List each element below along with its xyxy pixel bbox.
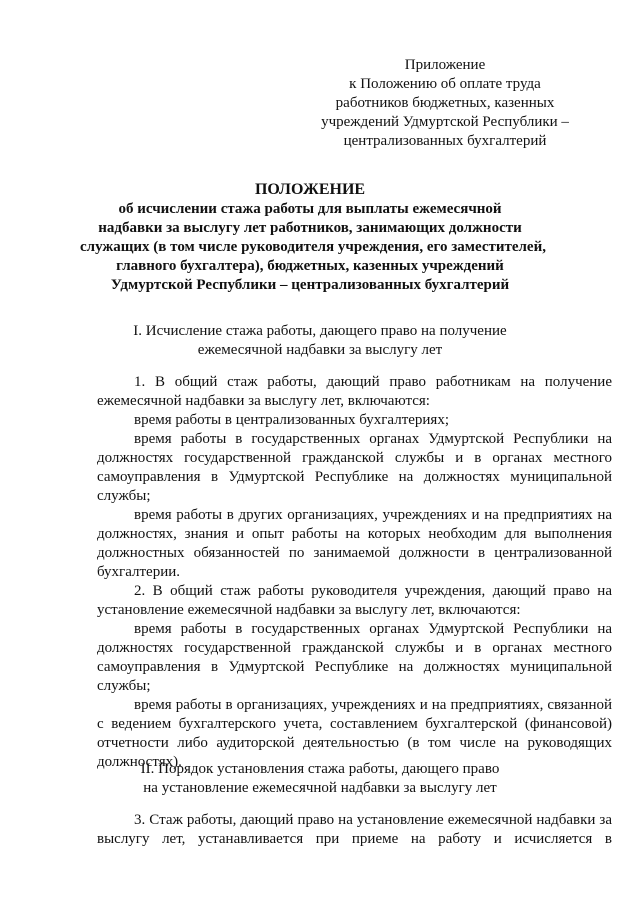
appendix-line: Приложение [404,57,486,73]
paragraph-line: отчетности либо аудиторской деятельностью (в том числе на руководящих [97,735,612,751]
paragraph-line: выслугу лет, устанавливается при приеме на работу и исчисляется в [97,831,612,847]
document-title [80,180,546,295]
paragraph-line: время работы в централизованных бухгалтериях; [134,412,449,428]
title-line: надбавки за выслугу лет работников, занимающих должности [98,220,522,236]
paragraph-line: 1. В общий стаж работы, дающий право работникам на получение [134,374,612,390]
paragraph-line: установление ежемесячной надбавки за выслугу лет, включаются: [97,602,521,618]
title-line: главного бухгалтера), бюджетных, казенных учреждений [116,258,504,274]
section-1-body [97,373,612,772]
paragraph-line: время работы в государственных органах Удмуртской Республики на [134,621,612,637]
paragraph-line: время работы в организациях, учреждениях и на предприятиях, связанной [134,697,612,713]
title-line: служащих (в том числе руководителя учреждения, его заместителей, [80,239,546,255]
paragraph-line: должностях государственной гражданской службы и в органах местного [97,450,612,466]
section-heading-line: II. Порядок установления стажа работы, дающего право [140,761,500,777]
appendix-line: к Положению об оплате труда [349,76,541,92]
paragraph-line: должностях, знания и опыт работы на которых необходим для выполнения [97,526,612,542]
section-heading-line: на установление ежемесячной надбавки за выслугу лет [143,780,497,796]
appendix-line: работников бюджетных, казенных [335,95,555,111]
paragraph-line: время работы в других организациях, учреждениях и на предприятиях на [134,507,612,523]
title-line: Удмуртской Республики – централизованных бухгалтерий [110,277,510,293]
paragraph-line: самоуправления в Удмуртской Республике на должностях муниципальной [97,469,612,485]
section-heading-line: ежемесячной надбавки за выслугу лет [197,342,443,358]
title-line: об исчислении стажа работы для выплаты ежемесячной [118,201,502,217]
paragraph-line: службы; [97,488,151,504]
paragraph-line: службы; [97,678,151,694]
paragraph-line: должностных обязанностей по занимаемой должности в централизованной [97,545,612,561]
section-heading-line: I. Исчисление стажа работы, дающего право на получение [133,323,507,339]
paragraph-line: 2. В общий стаж работы руководителя учреждения, дающий право на [134,583,612,599]
paragraph-line: ежемесячной надбавки за выслугу лет, включаются: [97,393,430,409]
section-2-heading [80,760,560,798]
paragraph-line: должностях государственной гражданской службы и в органах местного [97,640,612,656]
section-1-heading [80,322,560,360]
paragraph-line: самоуправления в Удмуртской Республике на должностях муниципальной [97,659,612,675]
paragraph-line: бухгалтерии. [97,564,181,580]
paragraph-line: 3. Стаж работы, дающий право на установление ежемесячной надбавки за [134,812,612,828]
paragraph-line: время работы в государственных органах Удмуртской Республики на [134,431,612,447]
appendix-note [300,56,590,151]
title-heading: ПОЛОЖЕНИЕ [254,181,366,198]
appendix-line: учреждений Удмуртской Республики – [321,114,569,130]
paragraph-line: должностях). [97,754,182,770]
appendix-line: централизованных бухгалтерий [343,133,547,149]
paragraph-line: с ведением бухгалтерского учета, составлением бухгалтерской (финансовой) [97,716,612,732]
section-2-body [97,811,612,849]
